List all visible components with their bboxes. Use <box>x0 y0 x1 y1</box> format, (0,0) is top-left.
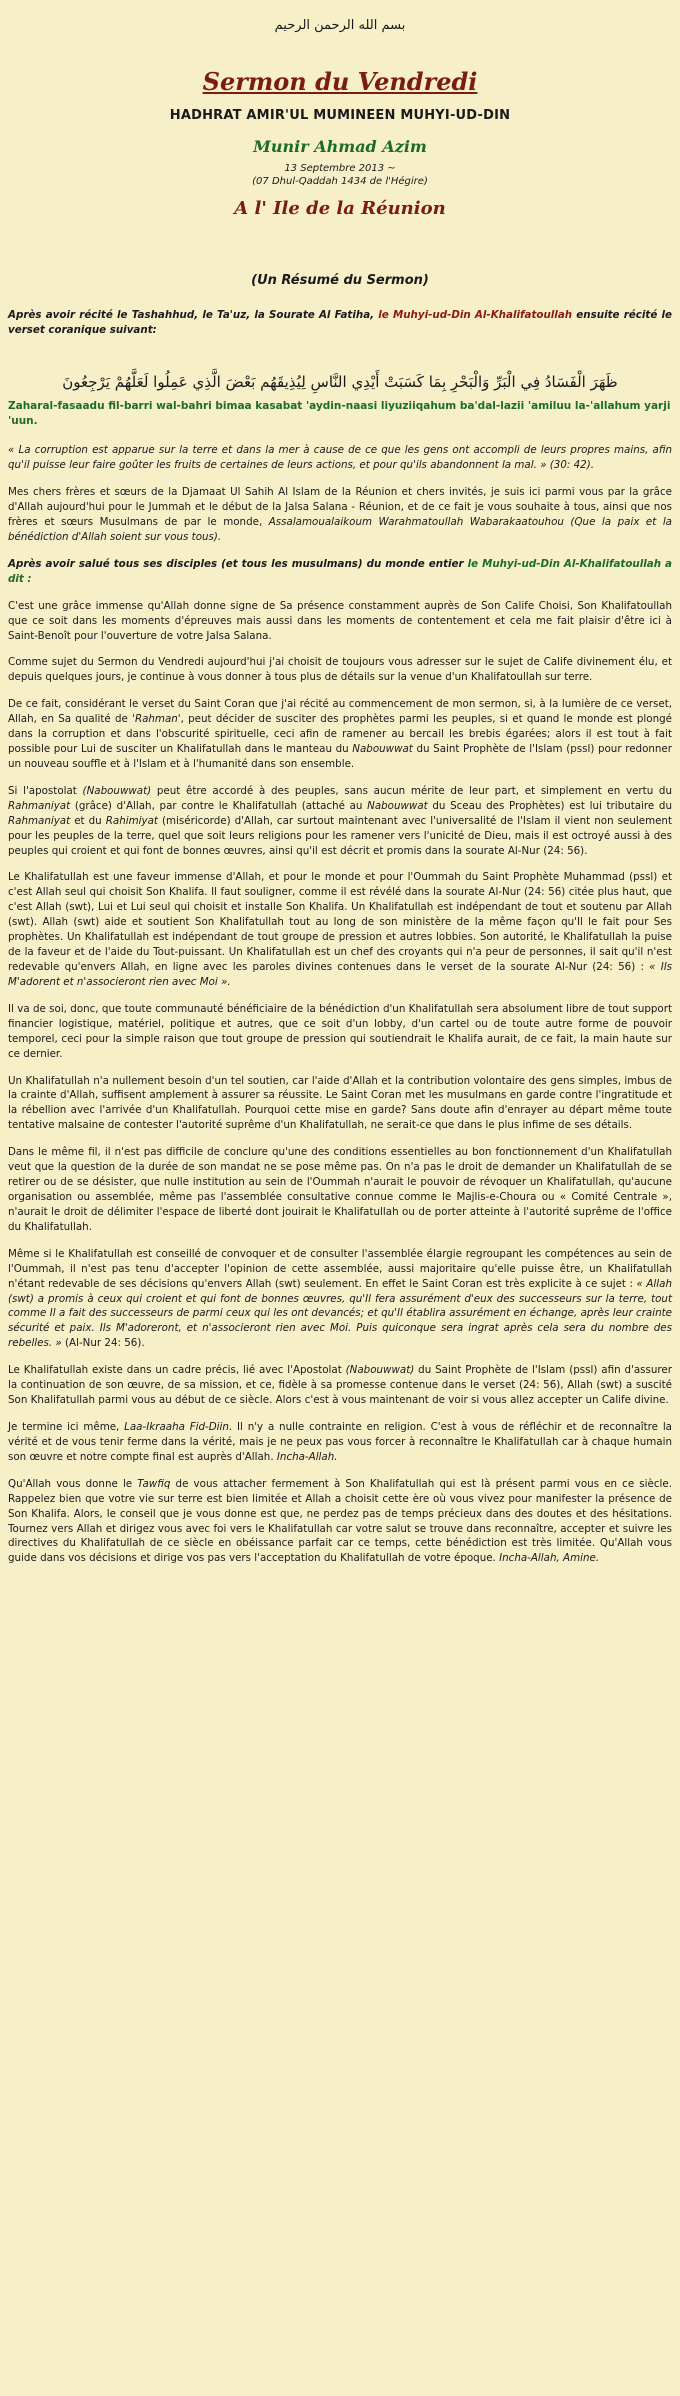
transition-speaker: le Muhyi-ud-Din Al-Khalifatoullah a dit : <box>8 557 672 585</box>
p3-text-c: , peut décider de susciter des prophètes parmi les peuples, si et quand le monde est plongé dans la corruption et dans l'obscurité spirituelle, ceci afin de ramener au bercail les brebis égarées; alors il est tout à fait possible pour Lui de susciter un Khalifatullah dans le manteau du <box>8 713 672 756</box>
p12-closing: Incha-Allah, Amine. <box>499 1552 600 1565</box>
p10-text-a: Le Khalifatullah existe dans un cadre précis, lié avec l'Apostolat <box>8 1364 346 1377</box>
basmala: بسم الله الرحمن الرحيم <box>274 18 406 33</box>
p4-text-e: (grâce) d'Allah, par contre le Khalifatullah (attaché au <box>70 799 368 812</box>
p12-text-a: Qu'Allah vous donne le <box>8 1477 138 1490</box>
p4-rahmaniyat: Rahmaniyat <box>8 799 71 812</box>
body-paragraph-4 <box>8 784 672 859</box>
p4-text-a: Si l'apostolat <box>8 784 83 797</box>
p5-text: Le Khalifatullah est une faveur immense d'Allah, et pour le monde et pour l'Oummah du Saint Prophète Muhammad (pssl) et c'est Allah seul qui choisit Son Khalifa. Il faut souligner, comme il est révélé dans la sourate Al-Nur (24: 56) citée plus haut, que c'est Allah (swt), Lui et Lui seul qui choisit et installe Son Khalifa. Un Khalifatullah est indépendant de tout et soutenu par Allah (swt). Allah (swt) aide et soutient Son Khalifatullah tout au long de son ministère de la même façon qu'Il le fait pour Ses prophètes. Un Khalifatullah est indépendant de tout groupe de pression et autres lobbies. Son autorité, le Khalifatullah la puise de la faveur et de l'aide du Tout-puissant. Un Khalifatullah est un chef des croyants qui n'a peur de personnes, il sait qu'il n'est redevable qu'envers Allah, en ligne avec les paroles divines contenues dans le verset de la sourate Al-Nur (24: 56) : <box>8 871 672 974</box>
p12-text-c: de vous attacher fermement à Son Khalifatullah qui est là présent parmi vous en ce siècle. Rappelez bien que votre vie sur terre est bien limitée et Allah a choisit cette ère où vous vivez pour manifester la présence de Son Khalifa. Alors, le conseil que je vous donne est que, ne perdez pas de temps précieux dans des doutes et des hésitations. Tournez vers Allah et dirigez vous avec foi vers le Khalifatullah car votre salut se trouve dans reconnaître, accepter et suivre les directives du Khalifatullah de ce siècle en obéissance parfait car ce temps, cette bénédiction est très limitée. Qu'Allah vous guide dans vos décisions et dirige vos pas vers l'acceptation du Khalifatullah de votre époque. <box>8 1477 672 1565</box>
p12-tawfiq: Tawfiq <box>137 1477 171 1490</box>
intro-paragraph <box>8 308 672 338</box>
p10-text-c: du Saint Prophète de l'Islam (pssl) afin d'assurer la continuation de son œuvre, de sa mission, et ce, fidèle à sa promesse contenue dans le verset (24: 56), Allah (swt) a suscité Son Khalifatullah parmi vous au début de ce siècle. Alors c'est à vous maintenant de voir si vous allez accepter un Calife divine. <box>8 1364 673 1407</box>
p9-reference: (Al-Nur 24: 56). <box>61 1337 145 1350</box>
p4-nabouwwat-2: Nabouwwat <box>367 799 428 812</box>
p9-quote: « Allah (swt) a promis à ceux qui croient et qui font de bonnes œuvres, qu'Il fera assurément d'eux des successeurs sur la terre, tout comme Il a fait des successeurs de parmi ceux qui les ont devancés; et qu'Il établira assurément en échange, après leur crainte sécurité et paix. Ils M'adoreront, et n'associeront rien avec Moi. Puis quiconque sera ingrat après cela sera du nombre des rebelles. » <box>8 1277 672 1350</box>
quran-verse-transliteration: Zaharal-fasaadu fil-barri wal-bahri bimaa kasabat 'aydin-naasi liyuziiqahum ba'dal-lazii 'amiluu la-'allahum yarji 'uun. <box>8 399 671 428</box>
body-paragraph-1: C'est une grâce immense qu'Allah donne signe de Sa présence constamment auprès de Son Calife Choisi, Son Khalifatoullah que ce soit dans les moments d'épreuves mais aussi dans les moments de contentement et cela me fait plaisir d'être ici à Saint-Benoît pour l'ouverture de votre Jalsa Salana. <box>8 599 672 642</box>
body-paragraph-10 <box>8 1363 672 1408</box>
p4-text-g: du Sceau des Prophètes) est lui tributaire du <box>427 799 672 812</box>
body-paragraph-9 <box>8 1247 672 1351</box>
transition-paragraph <box>8 557 672 587</box>
page-title: Sermon du Vendredi <box>202 67 478 96</box>
p11-text-c: . Il n'y a nulle contrainte en religion. C'est à vous de réfléchir et de reconnaître la vérité et de vous tenir ferme dans la vérité, mais je ne peux pas vous forcer à reconnaître le Khalifatullah car à chaque humain son œuvre et notre compte final est auprès d'Allah. <box>8 1420 672 1463</box>
body-paragraph-5 <box>8 870 672 989</box>
body-paragraph-11 <box>8 1420 672 1465</box>
body-paragraph-3 <box>8 697 672 772</box>
greeting-salam: Assalamoualaikoum Warahmatoullah Wabarakaatouhou (Que la paix et la bénédiction d'Allah soient sur vous tous). <box>8 515 672 543</box>
p4-text-i: et du <box>70 814 106 827</box>
transition-text: Après avoir salué tous ses disciples (et tous les musulmans) du monde entier <box>8 557 468 570</box>
p4-text-k: (miséricorde) d'Allah, car surtout maintenant avec l'universalité de l'Islam il vient non seulement pour les peuples de la terre, quel que soit leurs religions pour les ramener vers l'unicité de Dieu, mais il est octroyé aussi à des peuples qui croient et qui font de bonnes œuvres, ainsi qu'il est décrit et promis dans la sourate Al-Nur (24: 56). <box>8 814 672 857</box>
p3-rahman: 'Rahman' <box>132 713 181 726</box>
p11-text-a: Je termine ici même, <box>8 1420 125 1433</box>
body-paragraph-7: Un Khalifatullah n'a nullement besoin d'un tel soutien, car l'aide d'Allah et la contribution volontaire des gens simples, imbus de la crainte d'Allah, suffisent amplement à assurer sa réussite. Le Saint Coran met les musulmans en garde contre l'ingratitude et la rébellion avec l'arrivée d'un Khalifatullah. Pourquoi cette mise en garde? Sans doute afin d'enrayer au départ même toute tentative malsaine de contester l'autorité suprême d'un Khalifatullah, ne serait-ce que dans le plus infime de ses détails. <box>8 1074 672 1132</box>
translator-name: Munir Ahmad Azim <box>253 137 427 156</box>
p11-incha-allah: Incha-Allah. <box>276 1450 338 1463</box>
quran-verse-translation: « La corruption est apparue sur la terre et dans la mer à cause de ce que les gens ont accompli de leurs propres mains, afin qu'il puisse leur faire goûter les fruits de certaines de leurs actions, et pour qu'ils abandonnent la mal. » (30: 42). <box>8 444 672 472</box>
body-paragraph-6: Il va de soi, donc, que toute communauté bénéficiaire de la bénédiction d'un Khalifatullah sera absolument libre de tout support financier logistique, matériel, politique et autres, que ce soit d'un lobby, d'un cartel ou de toute autre forme de pouvoir temporel, ceci pour la simple raison que tout groupe de pression qui soutiendrait le Khalifa aurait, de ce fait, la main haute sur ce dernier. <box>8 1002 672 1060</box>
body-paragraph-2: Comme sujet du Sermon du Vendredi aujourd'hui j'ai choisit de toujours vous adresser sur le sujet de Calife divinement élu, et depuis quelques jours, je continue à vous donner à tous plus de détails sur la venue d'un Khalifatoullah sur terre. <box>8 656 672 684</box>
p11-laa-ikraaha: Laa-Ikraaha Fid-Diin <box>124 1420 229 1433</box>
quran-verse-arabic: ظَهَرَ الْفَسَادُ فِي الْبَرِّ وَالْبَحْرِ بِمَا كَسَبَتْ أَيْدِي النَّاسِ لِيُذِيقَهُم بَعْضَ الَّذِي عَمِلُوا لَعَلَّهُمْ يَرْجِعُونَ <box>62 372 618 391</box>
greeting-paragraph <box>8 485 672 545</box>
p9-text: Même si le Khalifatullah est conseillé de convoquer et de consulter l'assemblée élargie regroupant les compétences au sein de l'Oummah, il n'est pas tenu d'accepter l'opinion de cette assemblée, aussi majoritaire qu'elle puisse être, un Khalifatullah n'étant redevable de ses décisions qu'envers Allah (swt) seulement. En effet le Saint Coran est très explicite à ce sujet : <box>8 1247 672 1290</box>
greeting-text: Mes chers frères et sœurs de la Djamaat Ul Sahih Al Islam de la Réunion et chers invités, je suis ici parmi vous par la grâce d'Allah aujourd'hui pour le Jummah et le début de la Jalsa Salana - Réunion, et de ce fait je vous souhaite à tous, ainsi que nos frères et sœurs Musulmans de par le monde, <box>8 486 672 528</box>
p4-rahimiyat: Rahimiyat <box>105 814 158 827</box>
p3-text-e: du Saint Prophète de l'Islam (pssl) pour redonner un nouveau souffle et à l'Islam et à l'humanité dans son ensemble. <box>8 743 672 770</box>
speaker-name: HADHRAT AMIR'UL MUMINEEN MUHYI-UD-DIN <box>169 108 511 123</box>
body-paragraph-8: Dans le même fil, il n'est pas difficile de conclure qu'une des conditions essentielles au bon fonctionnement d'un Khalifatullah veut que la question de la durée de son mandat ne se pose même pas. On n'a pas le droit de demander un Khalifatullah de se retirer ou de se désister, que nulle institution au sein de l'Oummah n'aurait le pouvoir de révoquer un Khalifatullah, qu'aucune organisation ou assemblée, même pas l'assemblée consultative connue comme le Majlis-e-Choura ou « Comité Centrale », n'aurait le droit de délimiter l'espace de liberté dont jouirait le Khalifatullah ou de porter atteinte à l'autorité suprême de l'office du Khalifatullah. <box>8 1146 672 1233</box>
p5-quote: « Ils M'adorent et n'associeront rien avec Moi ». <box>8 961 673 988</box>
body-paragraph-12 <box>8 1477 672 1567</box>
intro-speaker-name: le Muhyi-ud-Din Al-Khalifatoullah <box>378 309 573 321</box>
p3-text-a: De ce fait, considérant le verset du Saint Coran que j'ai récité au commencement de mon sermon, si, à la lumière de ce verset, Allah, en Sa qualité de <box>8 698 672 726</box>
location-title: A l' Ile de la Réunion <box>234 198 446 219</box>
intro-text-1: Après avoir récité le Tashahhud, le Ta'uz, la Sourate Al Fatiha, <box>8 309 379 321</box>
p10-nabouwwat: (Nabouwwat) <box>345 1364 415 1377</box>
p4-text-c: peut être accordé à des peuples, sans aucun mérite de leur part, et simplement en vertu du <box>151 784 672 797</box>
date-hijri: (07 Dhul-Qaddah 1434 de l'Hégire) <box>252 176 428 187</box>
p3-nabouwwat: Nabouwwat <box>352 743 413 756</box>
summary-label: (Un Résumé du Sermon) <box>251 273 429 288</box>
p4-rahmaniyat-2: Rahmaniyat <box>8 814 71 827</box>
date-gregorian: 13 Septembre 2013 ~ <box>284 163 396 174</box>
p4-nabouwwat: (Nabouwwat) <box>82 784 152 797</box>
intro-text-2: ensuite récité le verset coranique suivant: <box>8 309 672 336</box>
